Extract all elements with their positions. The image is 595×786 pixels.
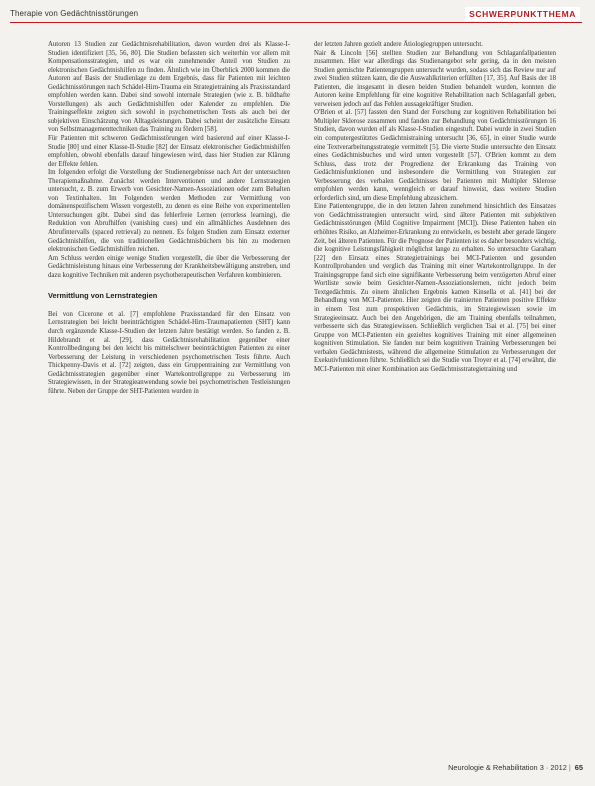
left-paragraph-2: Für Patienten mit schweren Gedächtnisstörungen wird basierend auf einer Klasse-I-Studie [80] und einer Klasse-II-Studie [82] der Einsatz elektronischer Gedächtnishilfen empfohlen, obwohl ebenfalls darauf hingewiesen wird, dass hier Studien zur Klärung der Effekte fehlen. bbox=[48, 135, 290, 168]
section-heading: Vermittlung von Lernstrategien bbox=[48, 291, 158, 301]
right-paragraph-1: der letzten Jahren gezielt andere Ätiologiegruppen untersucht. bbox=[314, 41, 483, 48]
right-paragraph-3: O'Brien et al. [57] fassten den Stand der Forschung zur kognitiven Rehabilitation bei Multipler Sklerose zusammen und fanden zur Behandlung von Gedächtnisstörungen 16 Studien, davon wurden elf als Klasse-I-Studien eingestuft. Dabei wurde in zwei Studien ein computergestütztes Gedächtnistraining untersucht [36, 65], in einer Studie wurde eine Textverarbeitungsstrategie vermittelt [5]. Die vierte Studie untersuchte den Einsatz eines Gedächtnisbuches und wird unten vorgestellt [57]. O'Brien kommt zu dem Schluss, dass trotz der Progredienz der Erkrankung das Training von Gedächtnisfunktionen und insbesondere die Vermittlung von Strategien zur Verbesserung des verbalen Gedächtnisses bei Patienten mit Multipler Sklerose empfohlen werden kann, wenngleich er darauf hinweist, dass weitere Studien erforderlich sind, um diese Empfehlung abzusichern. bbox=[314, 109, 556, 202]
left-paragraph-1: Autoren 13 Studien zur Gedächtnisrehabilitation, davon wurden drei als Klasse-I-Studien identifiziert [35, 56, 80]. Die Studien befassten sich weiterhin vor allem mit Kompensationsstrategien, und es war ein zunehmender Anteil von Studien zu elektronischen Gedächtnishilfen zu finden. Ähnlich wie im Überblick 2000 kommen die Autoren auf Basis der Studienlage zu dem Ergebnis, dass für Patienten mit leichten Gedächtnisstörungen nach Schädel-Hirn-Trauma ein Strategietraining als Praxisstandard empfohlen werden kann. Dabei sind sowohl internale Strategien (wie z. B. bildhafte Vorstellungen) als auch Gedächtnishilfen oder Kalender zu empfehlen. Die Trainingseffekte zeigten sich sowohl in psychometrischen Tests als auch bei der subjektiven Einschätzung von Alltagsleistungen. Dabei scheint der zusätzliche Einsatz von Selbstmanagementtechniken das Training zu fördern [58]. bbox=[48, 41, 290, 134]
left-paragraph-3: Im folgenden erfolgt die Vorstellung der Studienergebnisse nach Art der untersuchten Therapiemaßnahme. Zunächst werden Interventionen und andere Lernstrategien untersucht, z. B. zum Erwerb von Gesichter-Namen-Assoziationen oder zum Behalten von Textinhalten. Im Folgenden werden Methoden zur Vermittlung von domänenspezifischem Wissen vorgestellt, zu denen es eine Reihe von experimentellen Untersuchungen gibt. Dabei sind das fehlerfreie Lernen (errorless learning), die Reduktion von Abrufhilfen (vanishing cues) und ein allmähliches Ausdehnen des Abrufintervalls (spaced retrieval) zu nennen. Es folgen Studien zum Einsatz externer Gedächtnishilfen, die von traditionellen Gedächtnisbüchern bis hin zu modernen elektronischen Gedächtnishilfen reichen. bbox=[48, 169, 290, 254]
section-badge: SCHWERPUNKTTHEMA bbox=[465, 7, 580, 21]
page-header bbox=[0, 0, 595, 26]
journal-citation: Neurologie & Rehabilitation 3 · 2012 bbox=[448, 763, 567, 772]
right-paragraph-4: Eine Patientengruppe, die in den letzten Jahren zunehmend hinsichtlich des Einsatzes von Gedächtnisstrategien untersucht wird, sind ältere Patienten mit subjektiven Gedächtnisstörungen (Mild Cognitive Impairment [MCI]). Diese Patienten haben ein erhöhtes Risiko, an Alzheimer-Erkrankung zu entwickeln, es besteht aber gerade längere Zeit, bei älteren Patienten. Für die Prognose der Patienten ist es daher besonders wichtig, die kognitive Leistungsfähigkeit möglichst lange zu erhalten. So untersuchte Garaham [22] den Einsatz eines Strategietrainings bei MCI-Patienten und gesunden Kontrollprobanden und verglich das Training mit einer Wartekontrollgruppe. In der Trainingsgruppe fand sich eine signifikante Verbesserung beim verzögerten Abruf einer Wortliste sowie beim Gesichter-Namen-Assoziationslernen, nicht jedoch beim Textgedächtnis. Zu einem ähnlichen Ergebnis kamen Kinsella et al. [41] bei der Behandlung von MCI-Patienten. Hier zeigten die trainierten Patienten positive Effekte in einem Test zum prospektiven Gedächtnis, im Strategiewissen sowie im Strategieeinsatz. Auch bei den Angehörigen, die am Training ebenfalls teilnahmen, verbesserte sich das Strategiewissen. Schließlich verglichen Tsai et al. [75] bei einer Gruppe von MCI-Patienten ein gezieltes kognitives Training mit einer allgemeinen kognitiven Stimulation. Sie fanden nur beim kognitiven Training Verbesserungen bei verbalen Gedächtnistests, während die allgemeine Stimulation zu Verbesserungen der Exekutivfunktionen führte. Schließlich sei die Studie von Troyer et al. [74] erwähnt, die MCI-Patienten mit einer Kombination aus Gedächtnisstrategietraining und bbox=[314, 203, 556, 373]
page-footer bbox=[448, 763, 583, 772]
running-title: Therapie von Gedächtnisstörungen bbox=[10, 9, 139, 18]
header-rule bbox=[10, 22, 582, 23]
right-column bbox=[314, 41, 556, 374]
left-column bbox=[48, 41, 290, 396]
left-paragraph-4: Am Schluss werden einige wenige Studien vorgestellt, die über die Verbesserung der Gedächtnisleistung hinaus eine Verbesserung der Krankheitsbewältigung anstreben, und dazu kognitive Techniken mit anderen psychotherapeutischen Verfahren kombinieren. bbox=[48, 254, 290, 279]
page-number: 65 bbox=[574, 763, 583, 772]
left-paragraph-5: Bei von Cicerone et al. [7] empfohlene Praxisstandard für den Einsatz von Lernstrategien bei leicht beeinträchtigten Schädel-Hirn-Traumapatienten (SHT) kann durch ergänzende Klasse-I-Studien der letzten Jahre bestätigt werden. So fanden z. B. Hildebrandt et al. [29], dass Gedächtnisrehabilitation gegenüber einer Kontrollbedingung bei den leicht bis mittelschwer beeinträchtigten Patienten zu einer Verbesserung der Leistung in verschiedenen psychometrischen Tests führte. Auch Thickpenny-Davis et al. [72] zeigten, dass ein Gruppentraining zur Vermittlung von Gedächtnisstrategien gegenüber einer Wartekontrollgruppe zu Verbesserung im Strategiewissen, in der Strategieanwendung sowie bei psychometrischen Testleistungen führte. Neben der Gruppe der SHT-Patienten wurden in bbox=[48, 310, 290, 395]
right-paragraph-2: Nair & Lincoln [56] stellten Studien zur Behandlung von Schlaganfallpatienten zusammen. Hier war allerdings das Studienangebot sehr gering, da in den meisten Studien gemischte Patientengruppen untersucht wurden, sodass sich das Review nur auf zwei Studien stützen kann, die die Auswahlkriterien erfüllten [17, 35]. Auf Basis der 18 Patienten, die insgesamt in diesen beiden Studien behandelt wurden, konnten die Autoren keine Empfehlung für eine kognitive Rehabilitation nach Schlaganfall geben, verweisen jedoch auf das Fehlen aussagekräftiger Studien. bbox=[314, 49, 556, 108]
footer-separator: | bbox=[568, 763, 571, 772]
